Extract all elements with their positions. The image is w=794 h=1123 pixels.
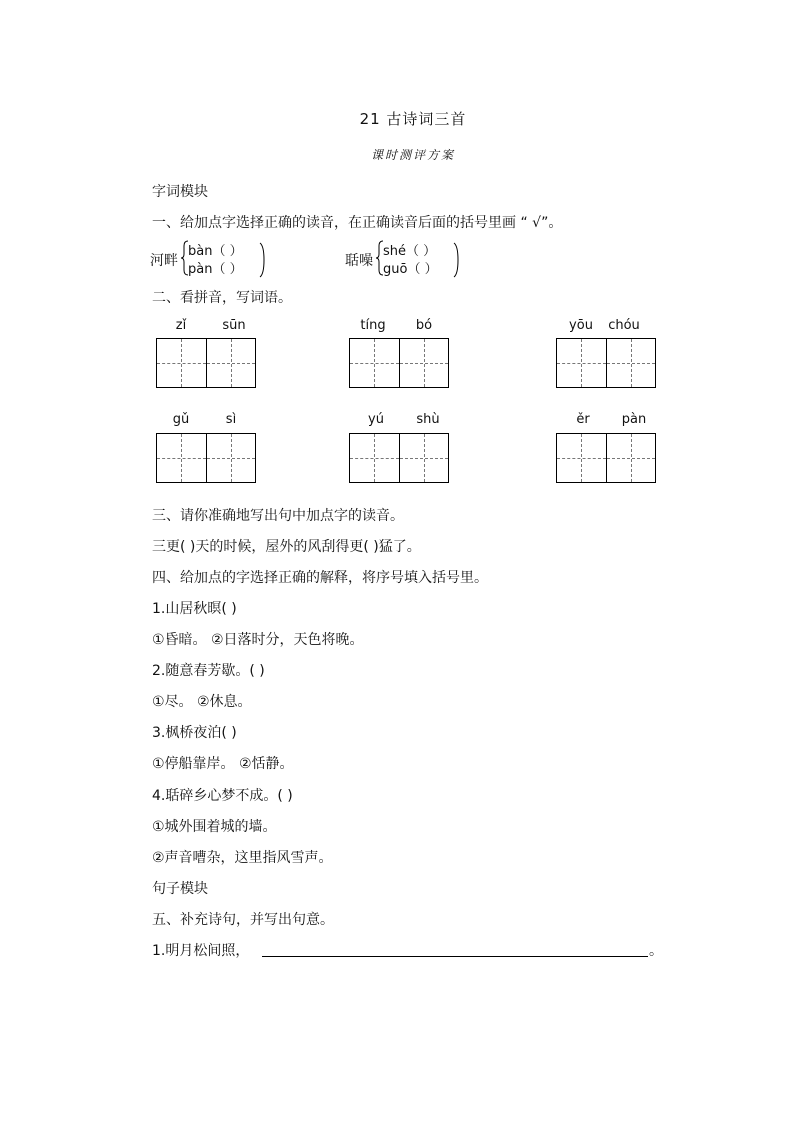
page-subtitle: 课时测评方案 — [370, 148, 455, 162]
pinyin-label: yōu — [569, 318, 593, 333]
choice-option-2: pàn（ ） — [188, 262, 243, 277]
question-4-line: ①昏暗。 ②日落时分，天色将晚。 — [152, 632, 364, 648]
writing-grid[interactable] — [349, 338, 449, 388]
question-5-suffix: 。 — [649, 943, 663, 959]
question-5-prefix: 1.明月松间照， — [152, 943, 250, 959]
pinyin-label: pàn — [621, 412, 647, 427]
writing-grid[interactable] — [556, 338, 656, 388]
question-4-line: ①尽。 ②休息。 — [152, 694, 252, 710]
pinyin-label: bó — [415, 318, 433, 333]
question-3-line: 三更( )天的时候，屋外的风刮得更( )猛了。 — [152, 539, 421, 555]
pinyin-choice-1 — [150, 238, 280, 278]
pinyin-choice-2 — [345, 238, 475, 278]
question-1-text: 一、给加点字选择正确的读音，在正确读音后面的括号里画 “ √”。 — [152, 215, 563, 231]
pinyin-label: tíng — [360, 318, 386, 333]
question-4-line: 4.聒碎乡心梦不成。( ) — [152, 788, 293, 804]
pinyin-label: ěr — [576, 412, 590, 427]
section-heading-sentences: 句子模块 — [152, 881, 208, 897]
choice-word: 河畔 — [150, 253, 178, 269]
choice-word: 聒噪 — [345, 253, 373, 269]
pinyin-label: sì — [225, 412, 237, 427]
question-4-line: 1.山居秋暝( ) — [152, 601, 237, 617]
question-3-text: 三、请你准确地写出句中加点字的读音。 — [152, 508, 404, 524]
writing-grid[interactable] — [556, 433, 656, 483]
choice-option-2: guō（ ） — [383, 262, 438, 277]
pinyin-label: chóu — [608, 318, 640, 333]
writing-grid[interactable] — [156, 433, 256, 483]
section-heading-words: 字词模块 — [152, 184, 208, 200]
question-4-line: 2.随意春芳歇。( ) — [152, 663, 265, 679]
pinyin-label: gǔ — [172, 412, 190, 427]
writing-grid[interactable] — [349, 433, 449, 483]
question-4-line: ②声音嘈杂，这里指风雪声。 — [152, 850, 333, 866]
question-2-text: 二、看拼音，写词语。 — [152, 290, 292, 306]
choice-option-1: shé（ ） — [383, 244, 437, 259]
question-5-text: 五、补充诗句，并写出句意。 — [152, 912, 334, 928]
pinyin-label: zǐ — [175, 318, 187, 333]
pinyin-label: shù — [416, 412, 440, 427]
question-4-line: 3.枫桥夜泊( ) — [152, 725, 237, 741]
writing-grid[interactable] — [156, 338, 256, 388]
pinyin-label: sūn — [222, 318, 246, 333]
question-4-text: 四、给加点的字选择正确的解释，将序号填入括号里。 — [152, 570, 488, 586]
page-title: 21 古诗词三首 — [359, 110, 467, 128]
pinyin-label: yú — [368, 412, 384, 427]
question-4-line: ①停船靠岸。 ②恬静。 — [152, 756, 294, 772]
right-brace-icon — [259, 242, 267, 278]
question-4-line: ①城外围着城的墙。 — [152, 819, 277, 835]
choice-option-1: bàn（ ） — [188, 244, 243, 259]
answer-underline[interactable] — [262, 956, 648, 957]
right-brace-icon — [453, 242, 461, 278]
